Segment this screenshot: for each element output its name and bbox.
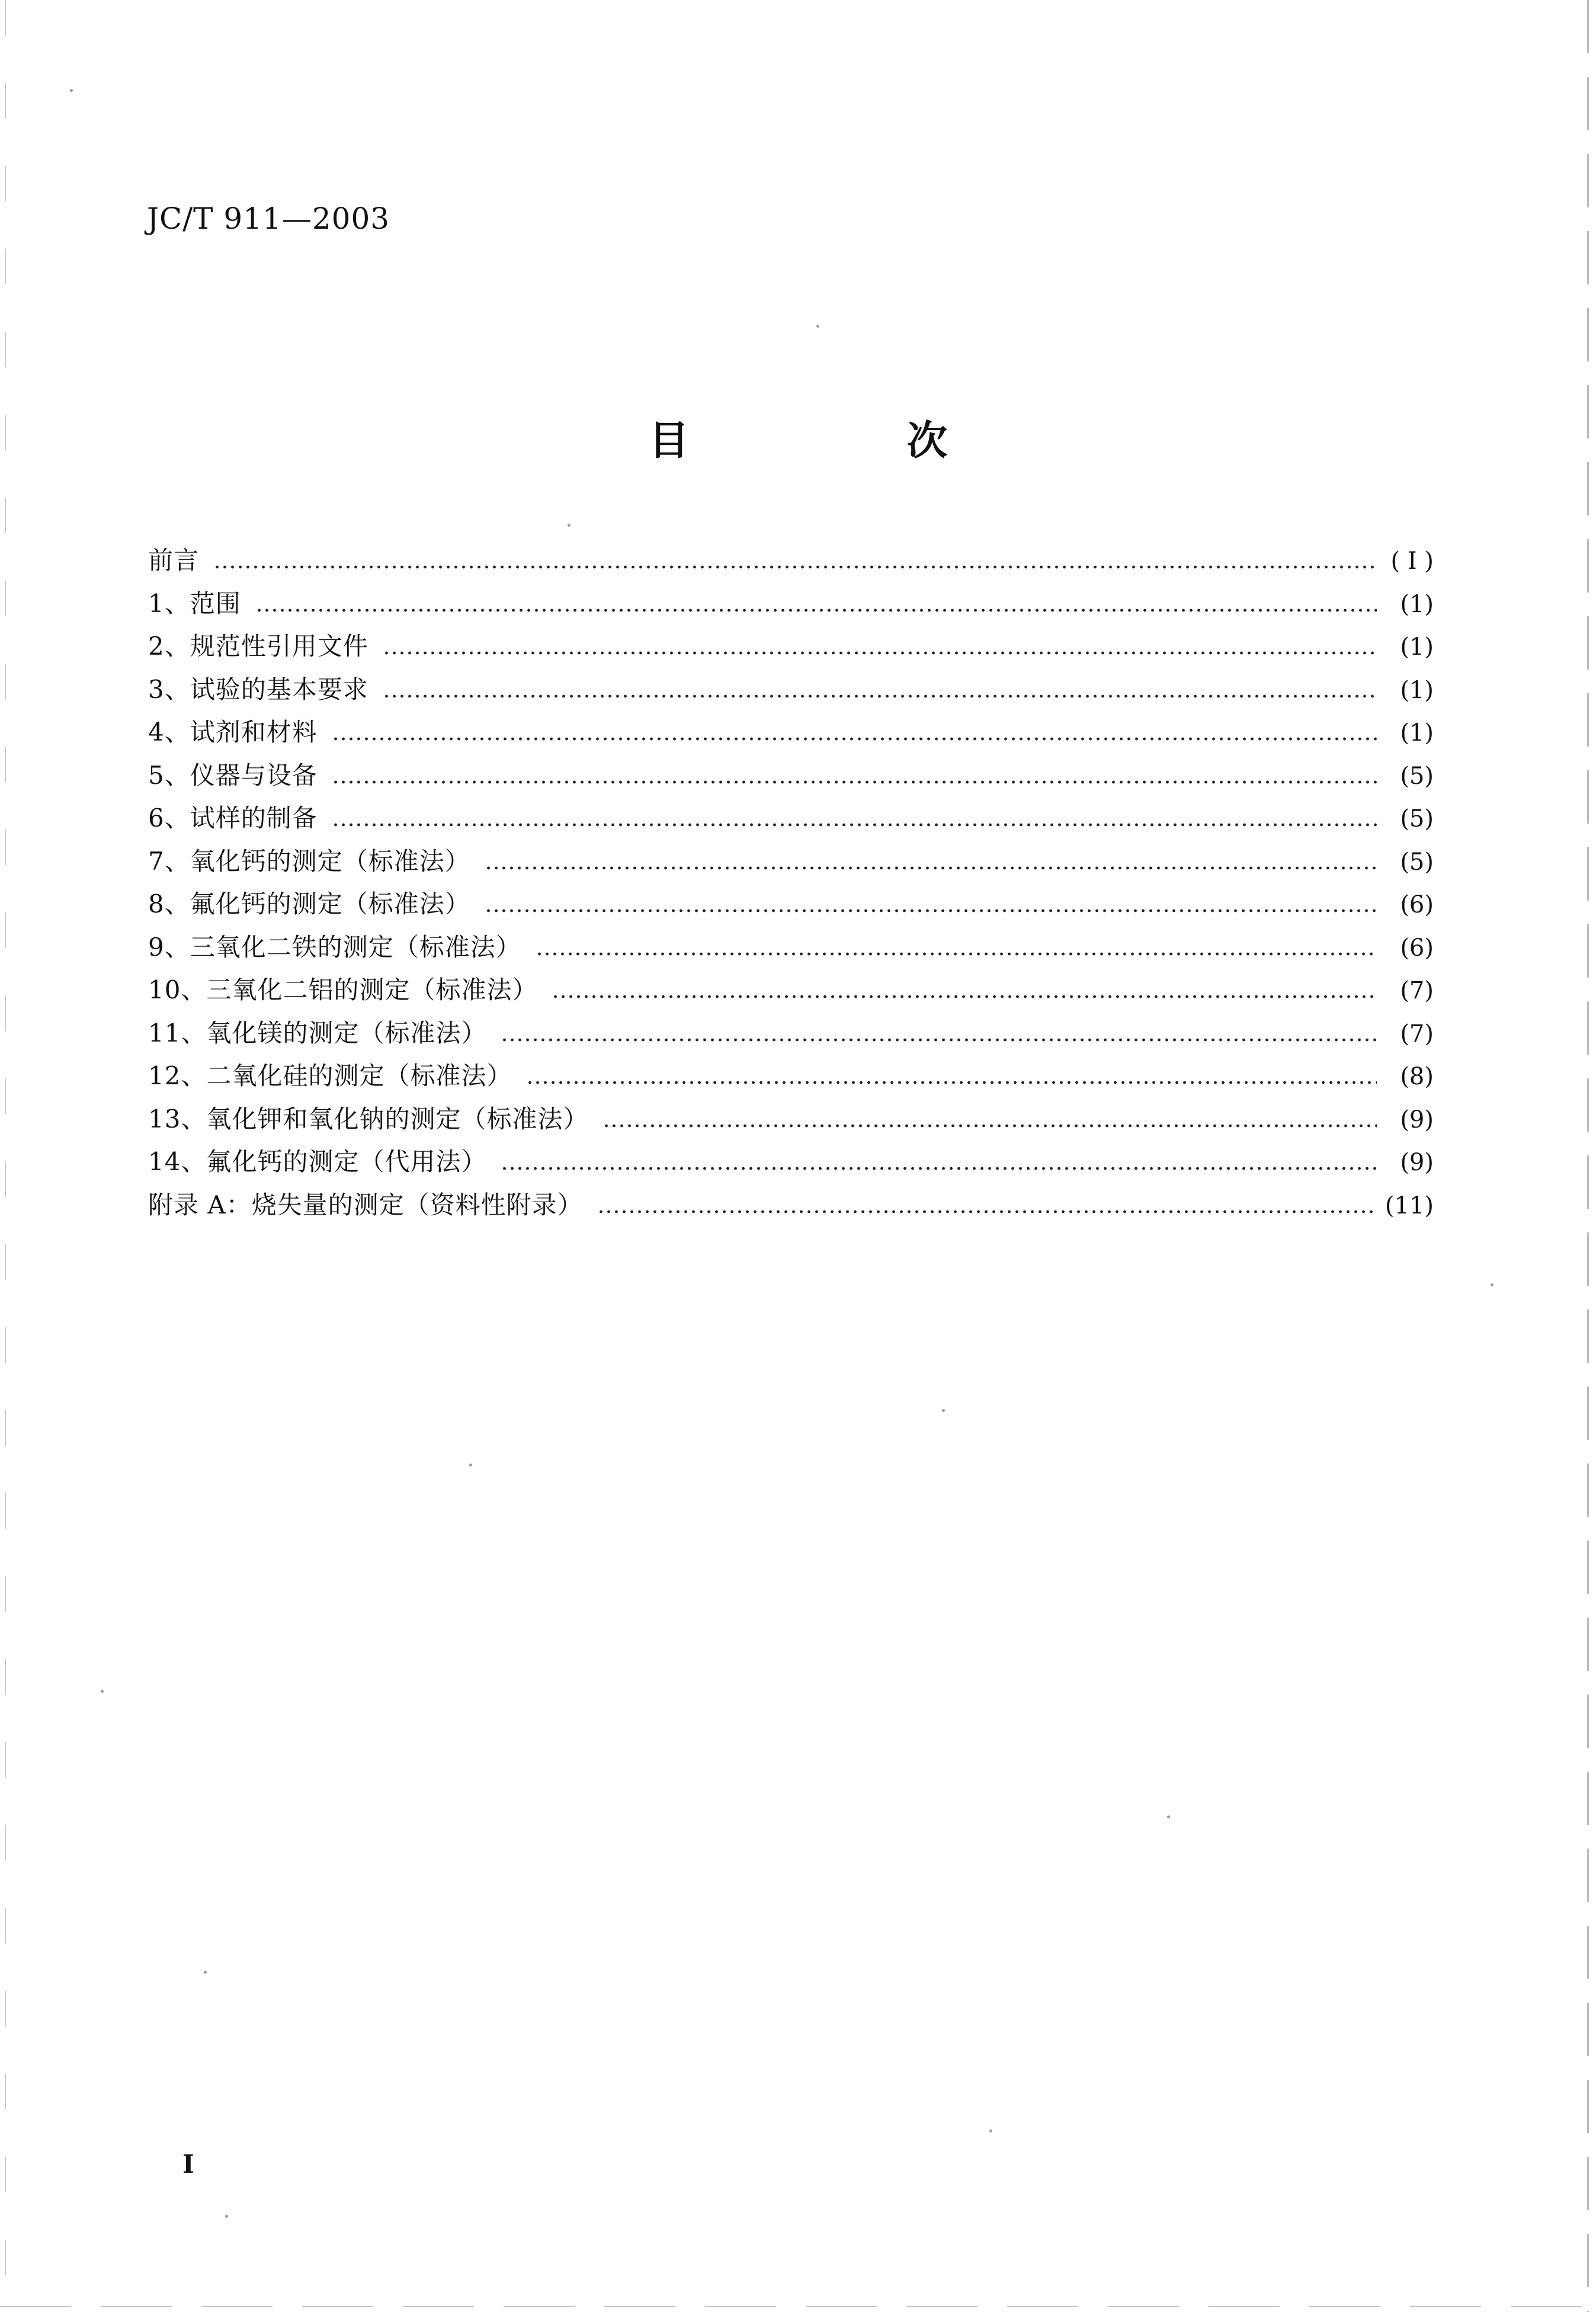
scan-speck <box>469 1464 472 1466</box>
scan-speck <box>568 524 571 527</box>
scan-speck <box>816 325 819 328</box>
toc-dot-leader <box>332 736 1377 742</box>
toc-entry <box>148 797 1434 840</box>
toc-entry-label: 6、试样的制备 <box>148 803 318 832</box>
toc-entry <box>148 1184 1434 1227</box>
toc-entry-label: 1、范围 <box>148 588 241 618</box>
toc-entry-label: 附录 A：烧失量的测定（资料性附录） <box>148 1190 583 1219</box>
scan-speck <box>225 2215 228 2218</box>
toc-title: 目 次 <box>648 418 1036 465</box>
toc-dot-leader <box>213 564 1377 570</box>
toc-dot-leader <box>332 779 1377 785</box>
toc-entry-label: 7、氧化钙的测定（标准法） <box>148 846 470 876</box>
toc-entry <box>148 539 1434 582</box>
standard-code: JC/T 911—2003 <box>147 201 390 236</box>
scan-edge-bottom <box>0 2306 1596 2307</box>
toc-entry <box>148 1055 1434 1098</box>
toc-dot-leader <box>383 693 1377 699</box>
toc-entry-label: 11、氧化镁的测定（标准法） <box>148 1018 487 1048</box>
page-number: I <box>182 2150 194 2179</box>
toc-dot-leader <box>383 650 1377 656</box>
toc-entry <box>148 754 1434 798</box>
toc-entry-label: 10、三氧化二铝的测定（标准法） <box>148 975 538 1004</box>
toc-entry-page: (9) <box>1400 1106 1434 1133</box>
toc-entry-label: 12、二氧化硅的测定（标准法） <box>148 1061 512 1090</box>
scan-speck <box>101 1690 104 1693</box>
toc-entry-page: ( I ) <box>1390 547 1434 575</box>
toc-entry-page: (5) <box>1400 762 1434 790</box>
toc-dot-leader <box>255 607 1377 613</box>
toc-entry <box>148 625 1434 668</box>
toc-entry-label: 9、三氧化二铁的测定（标准法） <box>148 932 521 962</box>
toc-entry <box>148 840 1434 883</box>
toc-dot-leader <box>597 1209 1376 1215</box>
toc-entry <box>148 1098 1434 1141</box>
toc-dot-leader <box>332 822 1377 828</box>
toc-entry <box>148 668 1434 712</box>
toc-dot-leader <box>501 1165 1377 1171</box>
toc-dot-leader <box>602 1123 1377 1129</box>
toc-dot-leader <box>526 1080 1377 1085</box>
toc-entry-label: 14、氟化钙的测定（代用法） <box>148 1147 487 1176</box>
toc-entry-label: 4、试剂和材料 <box>148 718 318 747</box>
toc-entry-page: (5) <box>1400 805 1434 832</box>
toc-entry-page: (1) <box>1400 633 1434 661</box>
scan-edge-right <box>1587 0 1589 2312</box>
toc-entry-page: (5) <box>1400 848 1434 876</box>
toc-entry-label: 8、氟化钙的测定（标准法） <box>148 889 470 918</box>
toc-dot-leader <box>552 994 1377 1000</box>
toc-dot-leader <box>536 951 1377 957</box>
toc-entry-label: 3、试验的基本要求 <box>148 674 368 704</box>
table-of-contents <box>148 539 1434 1227</box>
toc-entry-page: (1) <box>1400 676 1434 704</box>
scan-speck <box>70 89 73 92</box>
toc-entry-page: (7) <box>1400 977 1434 1004</box>
toc-entry-page: (1) <box>1400 719 1434 747</box>
toc-entry-page: (6) <box>1400 934 1434 962</box>
toc-entry <box>148 711 1434 754</box>
toc-dot-leader <box>485 865 1377 871</box>
toc-entry <box>148 969 1434 1012</box>
toc-entry-page: (7) <box>1400 1020 1434 1048</box>
toc-entry <box>148 926 1434 969</box>
toc-entry-page: (9) <box>1400 1149 1434 1176</box>
toc-entry-page: (11) <box>1385 1192 1434 1219</box>
toc-dot-leader <box>501 1037 1377 1043</box>
toc-entry-label: 13、氧化钾和氧化钠的测定（标准法） <box>148 1104 589 1133</box>
toc-entry-page: (6) <box>1400 891 1434 918</box>
toc-entry <box>148 1141 1434 1184</box>
scan-speck <box>989 2130 992 2132</box>
scan-speck <box>942 1409 945 1412</box>
scan-speck <box>1491 1283 1494 1286</box>
toc-entry-label: 2、规范性引用文件 <box>148 632 368 661</box>
scan-edge-left <box>5 0 6 2312</box>
scan-speck <box>204 1971 207 1974</box>
toc-entry-label: 前言 <box>148 546 200 575</box>
toc-entry-page: (8) <box>1400 1063 1434 1090</box>
toc-entry-label: 5、仪器与设备 <box>148 760 318 790</box>
toc-entry <box>148 582 1434 626</box>
toc-dot-leader <box>485 908 1377 914</box>
toc-entry <box>148 883 1434 926</box>
toc-entry <box>148 1012 1434 1055</box>
scan-speck <box>1167 1815 1170 1818</box>
toc-entry-page: (1) <box>1400 590 1434 618</box>
